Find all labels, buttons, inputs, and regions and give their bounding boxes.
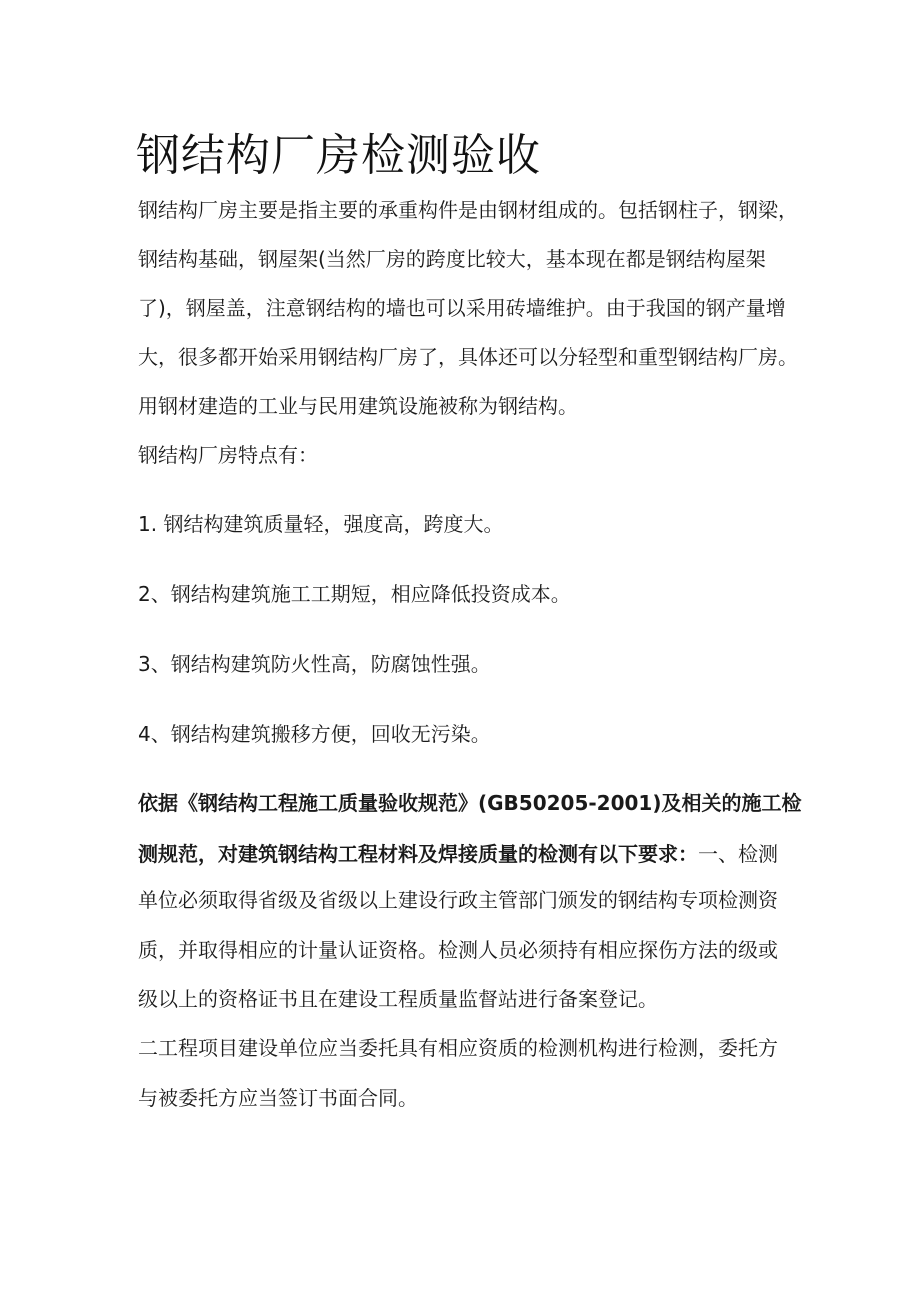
requirements-bold-segment: 测规范，对建筑钢结构工程材料及焊接质量的检测有以下要求： bbox=[138, 842, 698, 866]
document-title: 钢结构厂房检测验收 bbox=[136, 130, 541, 181]
feature-item: 3、钢结构建筑防火性高，防腐蚀性强。 bbox=[138, 652, 491, 676]
requirements-line: 质，并取得相应的计量认证资格。检测人员必须持有相应探伤方法的级或 bbox=[138, 938, 778, 962]
features-heading: 钢结构厂房特点有： bbox=[138, 443, 318, 467]
requirements-line-mixed bbox=[138, 840, 778, 868]
intro-line: 用钢材建造的工业与民用建筑设施被称为钢结构。 bbox=[138, 394, 578, 418]
intro-line: 钢结构基础，钢屋架(当然厂房的跨度比较大，基本现在都是钢结构屋架 bbox=[138, 247, 766, 271]
intro-line: 钢结构厂房主要是指主要的承重构件是由钢材组成的。包括钢柱子，钢梁， bbox=[138, 198, 798, 222]
feature-item: 4、钢结构建筑搬移方便，回收无污染。 bbox=[138, 722, 491, 746]
feature-item: 2、钢结构建筑施工工期短，相应降低投资成本。 bbox=[138, 582, 571, 606]
intro-line: 了)，钢屋盖，注意钢结构的墙也可以采用砖墙维护。由于我国的钢产量增 bbox=[138, 296, 786, 320]
requirements-line: 与被委托方应当签订书面合同。 bbox=[138, 1086, 418, 1110]
requirements-normal-segment: 一、检测 bbox=[698, 842, 778, 866]
requirements-line: 二工程项目建设单位应当委托具有相应资质的检测机构进行检测，委托方 bbox=[138, 1036, 778, 1060]
requirements-line: 单位必须取得省级及省级以上建设行政主管部门颁发的钢结构专项检测资 bbox=[138, 888, 778, 912]
requirements-line: 级以上的资格证书且在建设工程质量监督站进行备案登记。 bbox=[138, 987, 658, 1011]
intro-line: 大，很多都开始采用钢结构厂房了，具体还可以分轻型和重型钢结构厂房。 bbox=[138, 345, 798, 369]
requirements-line-bold: 依据《钢结构工程施工质量验收规范》(GB50205-2001)及相关的施工检 bbox=[138, 791, 802, 815]
feature-item: 1. 钢结构建筑质量轻，强度高，跨度大。 bbox=[138, 512, 504, 536]
